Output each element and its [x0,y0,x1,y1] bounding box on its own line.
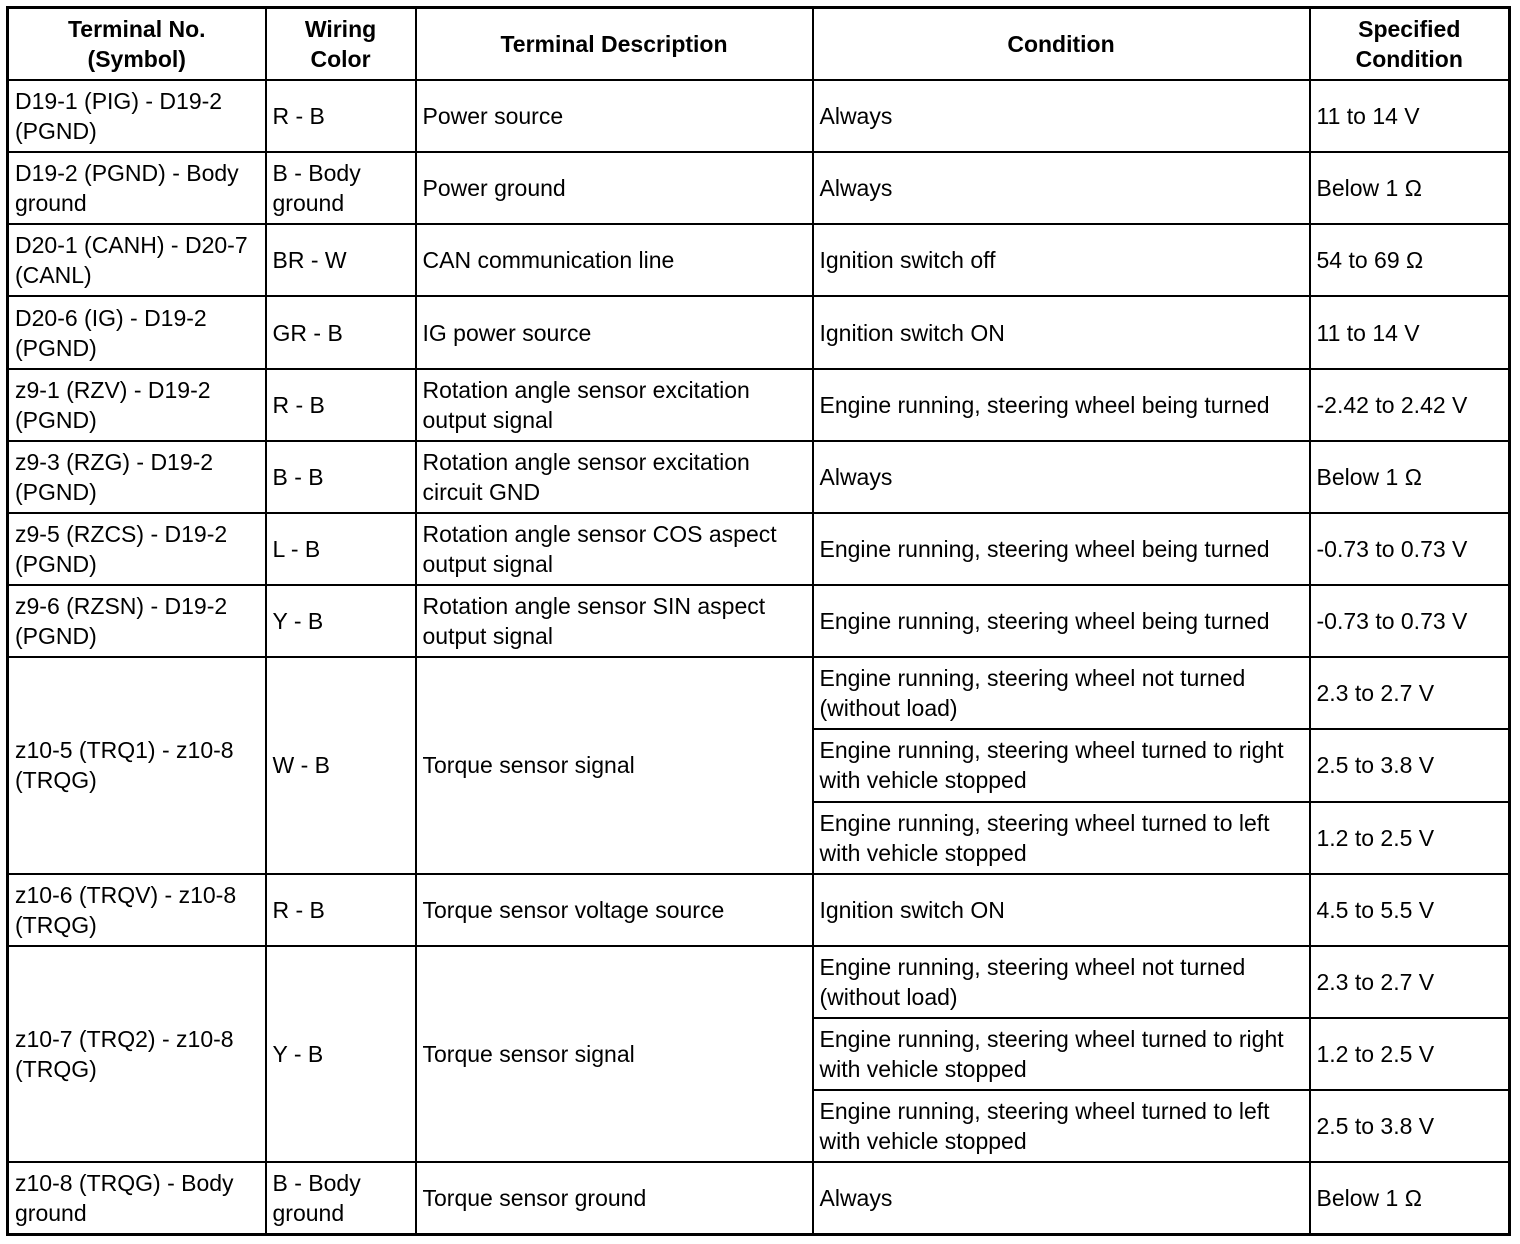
terminal-cell: z9-5 (RZCS) - D19-2 (PGND) [8,513,266,585]
header-condition: Condition [813,8,1310,81]
specified-condition-cell: 1.2 to 2.5 V [1310,802,1510,874]
wiring-color-cell: BR - W [266,224,416,296]
condition-cell: Engine running, steering wheel turned to left with vehicle stopped [813,802,1310,874]
header-terminal-description: Terminal Description [416,8,813,81]
terminal-spec-table [6,6,1511,1236]
specified-condition-cell: Below 1 Ω [1310,1162,1510,1234]
specified-condition-cell: 4.5 to 5.5 V [1310,874,1510,946]
specified-condition-cell: 1.2 to 2.5 V [1310,1018,1510,1090]
terminal-cell: D19-2 (PGND) - Body ground [8,152,266,224]
header-terminal: Terminal No. (Symbol) [8,8,266,81]
specified-condition-cell: -2.42 to 2.42 V [1310,369,1510,441]
specified-condition-cell: 2.5 to 3.8 V [1310,729,1510,801]
wiring-color-cell: GR - B [266,296,416,368]
specified-condition-cell: 54 to 69 Ω [1310,224,1510,296]
table-row [8,152,1510,224]
wiring-color-cell: B - B [266,441,416,513]
description-cell: Power ground [416,152,813,224]
condition-cell: Always [813,441,1310,513]
description-cell: Power source [416,80,813,152]
condition-cell: Always [813,1162,1310,1234]
terminal-cell: z10-8 (TRQG) - Body ground [8,1162,266,1234]
description-cell: Rotation angle sensor SIN aspect output signal [416,585,813,657]
description-cell: CAN communication line [416,224,813,296]
terminal-cell: z9-1 (RZV) - D19-2 (PGND) [8,369,266,441]
wiring-color-cell: R - B [266,80,416,152]
condition-cell: Always [813,80,1310,152]
condition-cell: Engine running, steering wheel being turned [813,513,1310,585]
table-row [8,296,1510,368]
condition-cell: Engine running, steering wheel turned to right with vehicle stopped [813,729,1310,801]
specified-condition-cell: 11 to 14 V [1310,80,1510,152]
wiring-color-cell: Y - B [266,585,416,657]
terminal-cell: z10-5 (TRQ1) - z10-8 (TRQG) [8,657,266,873]
table-row [8,946,1510,1018]
specified-condition-cell: -0.73 to 0.73 V [1310,585,1510,657]
description-cell: Torque sensor signal [416,946,813,1162]
condition-cell: Engine running, steering wheel turned to left with vehicle stopped [813,1090,1310,1162]
header-row [8,8,1510,81]
table-row [8,585,1510,657]
table-row [8,224,1510,296]
condition-cell: Engine running, steering wheel turned to right with vehicle stopped [813,1018,1310,1090]
terminal-cell: D20-1 (CANH) - D20-7 (CANL) [8,224,266,296]
terminal-cell: z9-6 (RZSN) - D19-2 (PGND) [8,585,266,657]
table-row [8,1162,1510,1234]
description-cell: Rotation angle sensor excitation circuit GND [416,441,813,513]
condition-cell: Engine running, steering wheel being turned [813,585,1310,657]
terminal-cell: z10-6 (TRQV) - z10-8 (TRQG) [8,874,266,946]
terminal-cell: z9-3 (RZG) - D19-2 (PGND) [8,441,266,513]
specified-condition-cell: -0.73 to 0.73 V [1310,513,1510,585]
table-row [8,80,1510,152]
wiring-color-cell: L - B [266,513,416,585]
specified-condition-cell: 11 to 14 V [1310,296,1510,368]
condition-cell: Engine running, steering wheel not turned (without load) [813,657,1310,729]
wiring-color-cell: B - Body ground [266,152,416,224]
description-cell: Torque sensor ground [416,1162,813,1234]
header-specified-condition: Specified Condition [1310,8,1510,81]
condition-cell: Ignition switch ON [813,296,1310,368]
table-body [8,80,1510,1235]
terminal-cell: z10-7 (TRQ2) - z10-8 (TRQG) [8,946,266,1162]
condition-cell: Always [813,152,1310,224]
table-row [8,874,1510,946]
condition-cell: Ignition switch off [813,224,1310,296]
wiring-color-cell: Y - B [266,946,416,1162]
specified-condition-cell: Below 1 Ω [1310,441,1510,513]
terminal-cell: D20-6 (IG) - D19-2 (PGND) [8,296,266,368]
terminal-cell: D19-1 (PIG) - D19-2 (PGND) [8,80,266,152]
description-cell: Torque sensor signal [416,657,813,873]
wiring-color-cell: B - Body ground [266,1162,416,1234]
description-cell: Torque sensor voltage source [416,874,813,946]
specified-condition-cell: 2.3 to 2.7 V [1310,946,1510,1018]
description-cell: Rotation angle sensor COS aspect output signal [416,513,813,585]
condition-cell: Engine running, steering wheel not turned (without load) [813,946,1310,1018]
table-row [8,369,1510,441]
wiring-color-cell: R - B [266,874,416,946]
wiring-color-cell: W - B [266,657,416,873]
table-row [8,513,1510,585]
condition-cell: Ignition switch ON [813,874,1310,946]
specified-condition-cell: 2.5 to 3.8 V [1310,1090,1510,1162]
specified-condition-cell: 2.3 to 2.7 V [1310,657,1510,729]
table-row [8,441,1510,513]
description-cell: Rotation angle sensor excitation output signal [416,369,813,441]
description-cell: IG power source [416,296,813,368]
table-row [8,657,1510,729]
wiring-color-cell: R - B [266,369,416,441]
specified-condition-cell: Below 1 Ω [1310,152,1510,224]
header-wiring-color: Wiring Color [266,8,416,81]
condition-cell: Engine running, steering wheel being turned [813,369,1310,441]
